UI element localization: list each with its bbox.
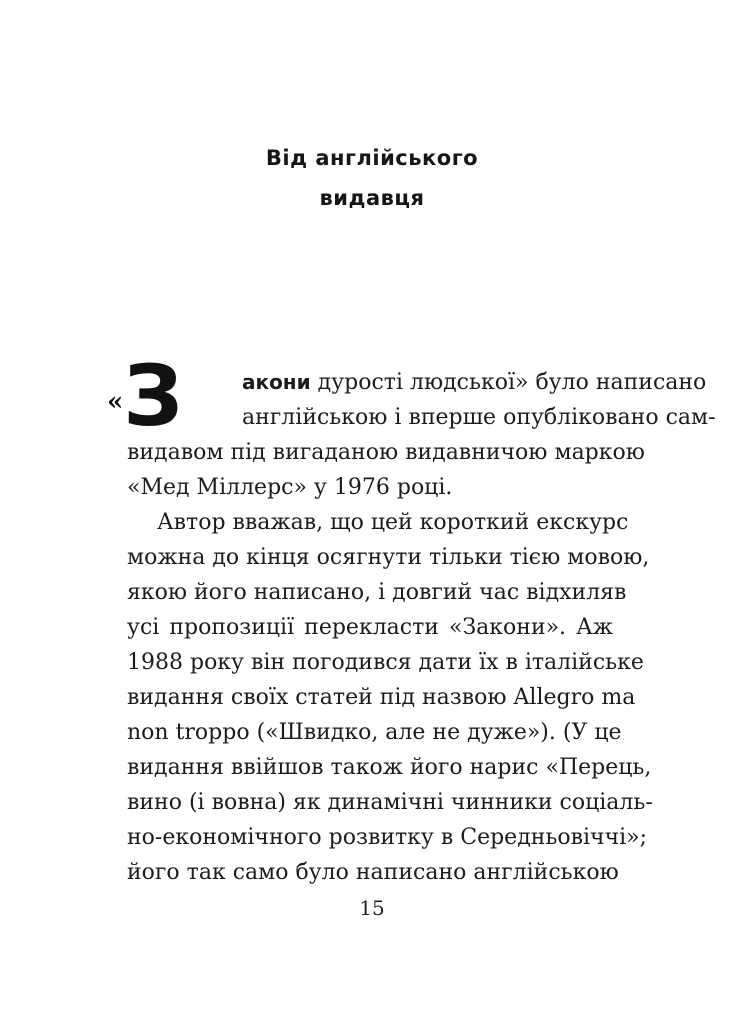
- body-line: англійською і вперше опубліковано сам-: [242, 405, 716, 430]
- body-line: non troppo («Швидко, але не дуже»). (У це: [127, 720, 622, 745]
- body-line: усі пропозиції перекласти «Закони». Аж: [127, 615, 613, 640]
- body-line: якою його написано, і довгий час відхиляв: [127, 580, 627, 605]
- body-line: його так само було написано англійською: [127, 860, 619, 885]
- body-line: видавом під вигаданою видавничою маркою: [127, 440, 645, 465]
- drop-cap-quote: «: [107, 387, 124, 417]
- page-number: 15: [359, 896, 385, 920]
- chapter-heading-line-1: Від англійського: [265, 146, 479, 170]
- first-word-bold: акони: [242, 370, 311, 394]
- body-line: вино (і вовна) як динамічні чинники соціаль-: [127, 790, 653, 815]
- chapter-heading-line-2: видавця: [319, 186, 425, 210]
- body-line: видання ввійшов також його нарис «Перець,: [127, 755, 652, 780]
- drop-cap-letter: З: [123, 347, 183, 445]
- drop-cap: [107, 347, 183, 445]
- body-line: Автор вважав, що цей короткий екскурс: [157, 510, 629, 535]
- body-line: «Мед Міллерс» у 1976 році.: [127, 475, 453, 500]
- body-line-first: [242, 365, 707, 400]
- body-line: видання своїх статей під назвою Allegro ma: [127, 685, 636, 710]
- body-line: можна до кінця осягнути тільки тією мовою,: [127, 545, 650, 570]
- body-line: 1988 року він погодився дати їх в італійське: [127, 650, 644, 675]
- body-line: но-економічного розвитку в Середньовіччі»;: [127, 825, 648, 850]
- first-line-rest: дурості людської» було написано: [310, 370, 707, 395]
